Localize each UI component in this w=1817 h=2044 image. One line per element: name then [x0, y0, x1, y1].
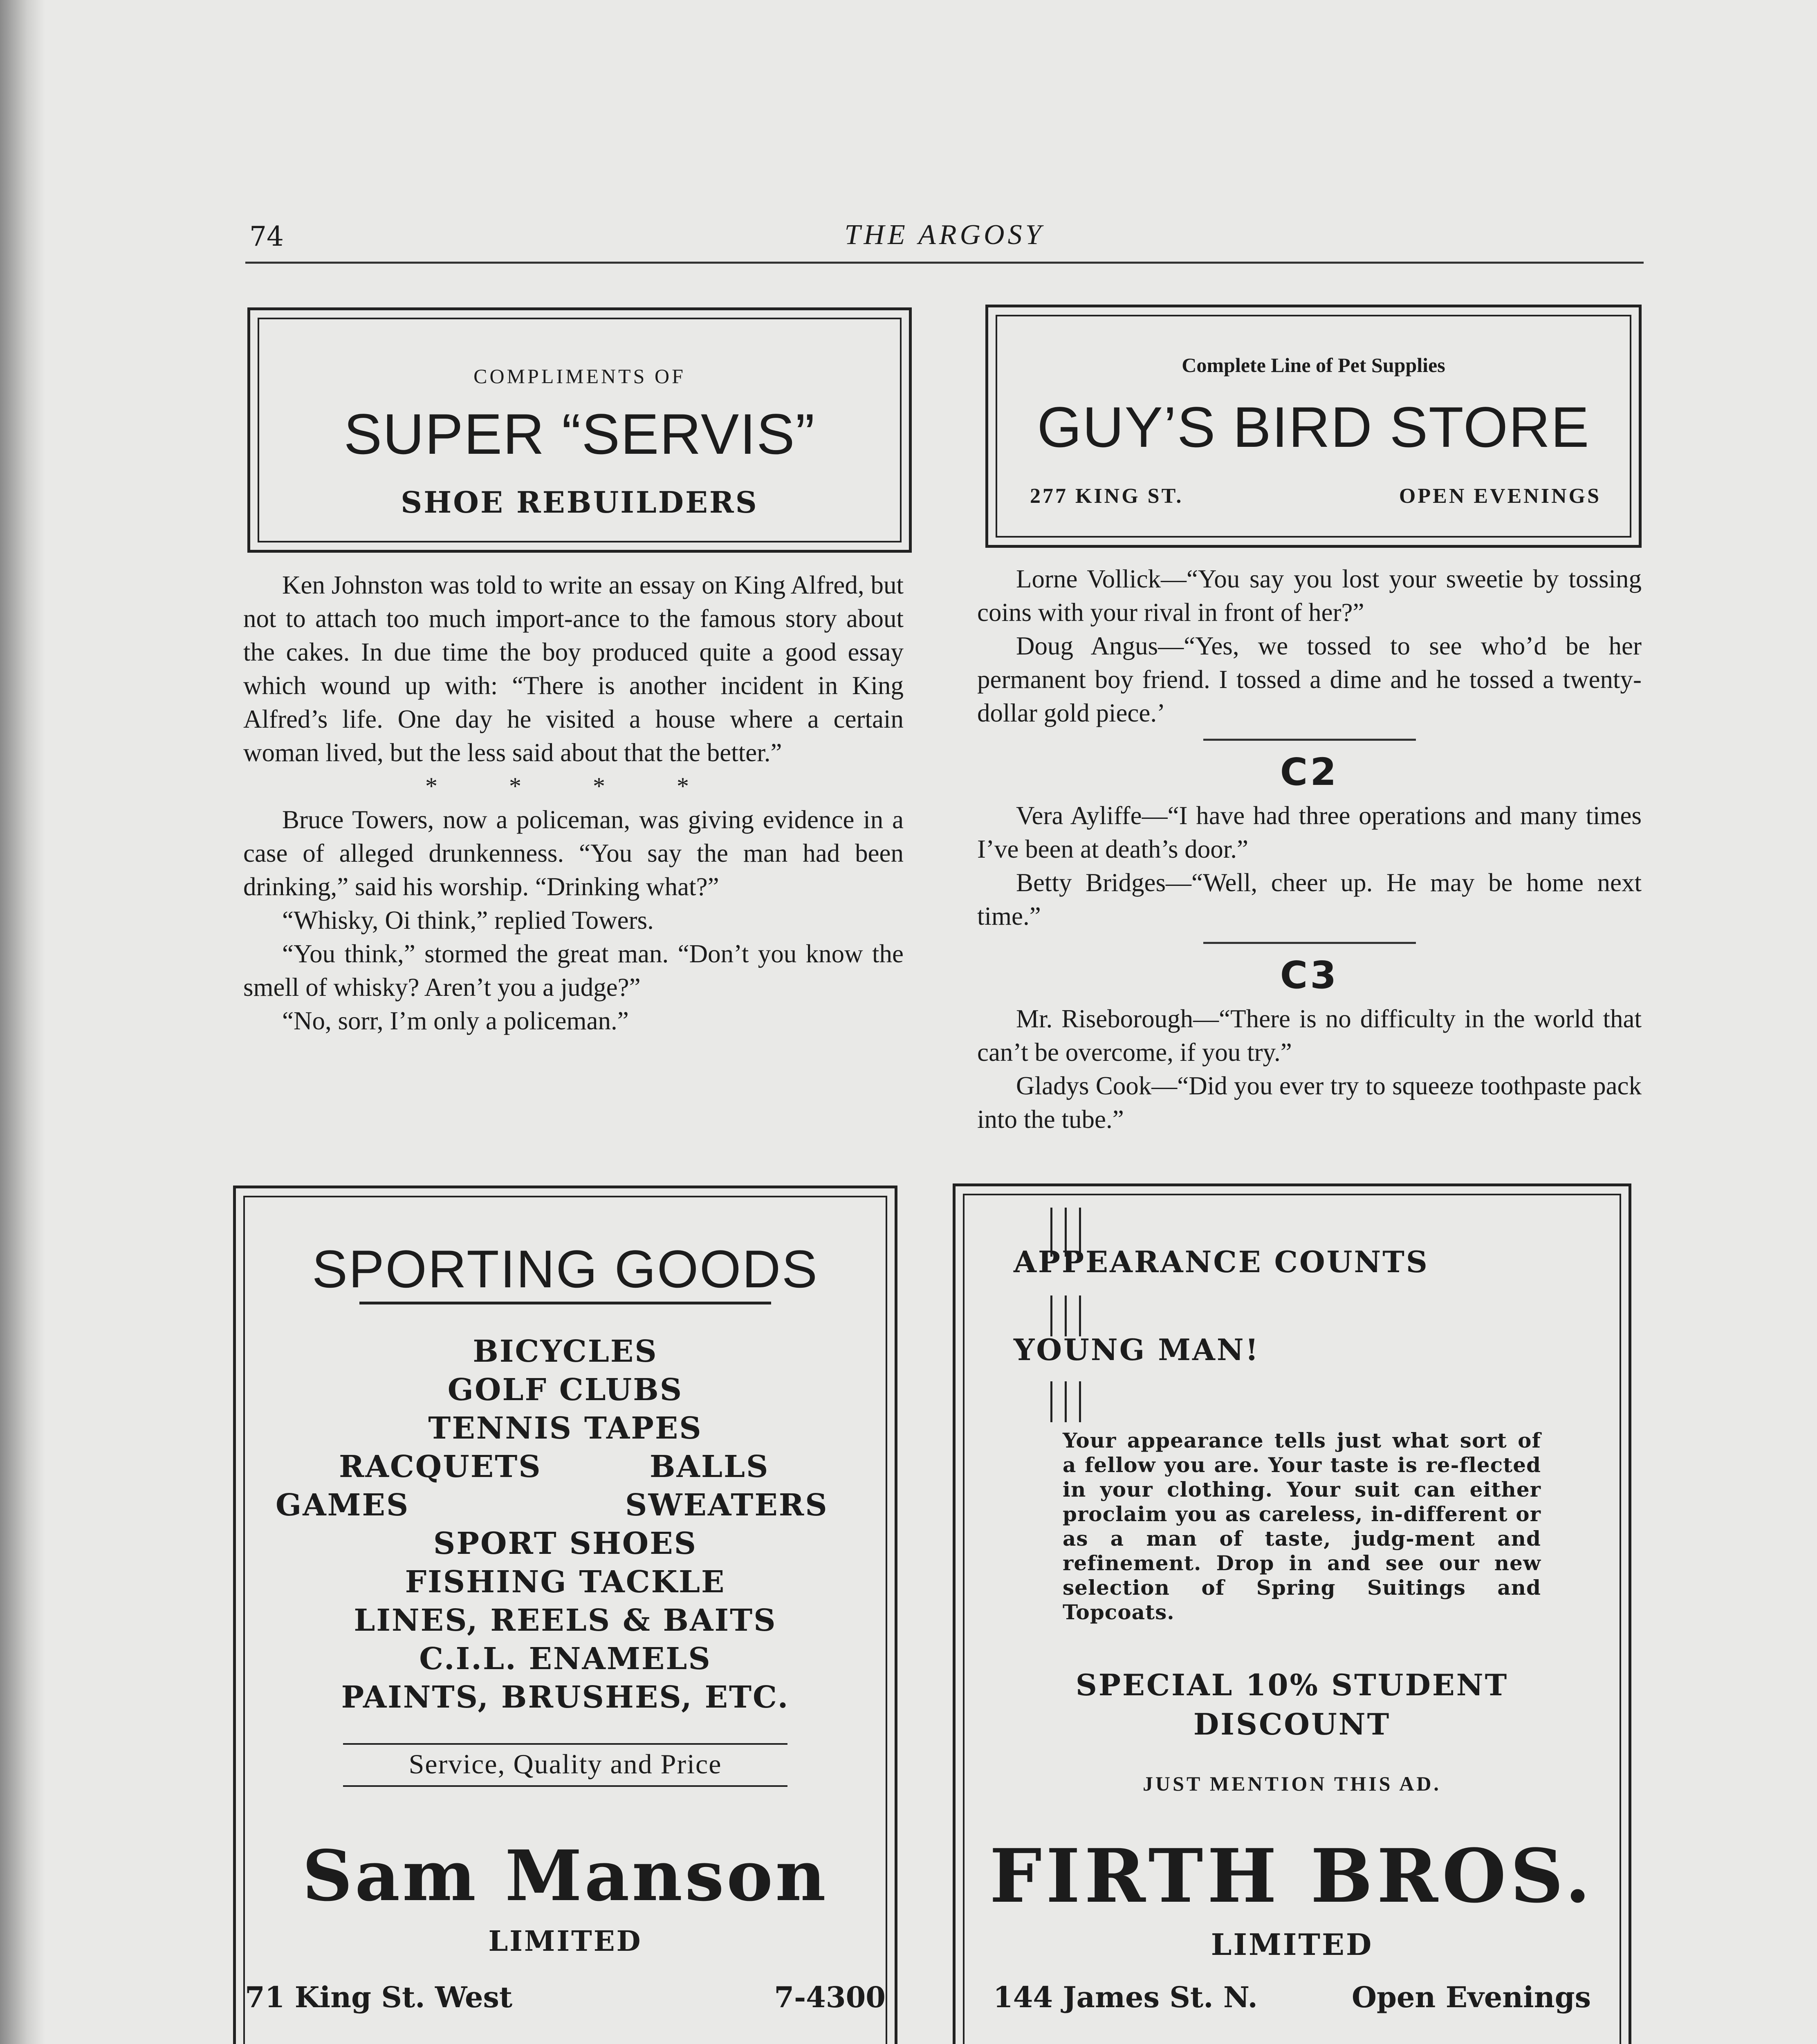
- list-item-pair: [245, 1448, 886, 1486]
- ad-body-copy: Your appearance tells just what sort of a fellow you are. Your taste is re-flected in your clothing. Your suit can either proclaim you as careless, in-different or as a man of taste, judg-ment and refinement. Drop in and see our new selection of Spring Suitings and Topcoats.: [1063, 1428, 1541, 1624]
- running-header: [245, 217, 1644, 264]
- ad-mention-line: JUST MENTION THIS AD.: [1143, 1772, 1441, 1795]
- section-heading-c3: C3: [1280, 953, 1339, 997]
- paragraph: Bruce Towers, now a policeman, was giving evidence in a case of alleged drunkenness. “You say the man had been drinking,” said his worship. “Drinking what?”: [243, 805, 904, 901]
- ad-phone: 7-4300: [774, 1980, 886, 2014]
- page-number: 74: [249, 221, 284, 252]
- ad-inner-border: [243, 1196, 887, 2044]
- ad-business-name: GUY’S BIRD STORE: [1037, 395, 1590, 459]
- ad-business-name: Sam Manson: [302, 1835, 828, 1917]
- ad-business-suffix: LIMITED: [1211, 1927, 1373, 1962]
- paragraph: Doug Angus—“Yes, we tossed to see who’d be her permanent boy friend. I tossed a dime and he tossed a twenty-dollar gold piece.’: [977, 632, 1642, 727]
- paragraph: Lorne Vollick—“You say you lost your sweetie by tossing coins with your rival in front of her?”: [977, 565, 1642, 627]
- list-item: GOLF CLUBS: [447, 1372, 683, 1407]
- list-item-pair: [245, 1486, 886, 1524]
- ad-address: 144 James St. N.: [993, 1980, 1258, 2014]
- ad-firth-bros: [953, 1183, 1631, 2044]
- ad-compliments-line: COMPLIMENTS OF: [473, 365, 686, 388]
- ad-super-servis: [247, 307, 912, 553]
- divider-rule: [1203, 942, 1416, 944]
- ad-sam-manson: [233, 1186, 897, 2044]
- list-item: RACQUETS: [339, 1449, 542, 1484]
- paragraph: Betty Bridges—“Well, cheer up. He may be home next time.”: [977, 868, 1642, 930]
- publication-title: THE ARGOSY: [844, 219, 1045, 251]
- paragraph: “Whisky, Oi think,” replied Towers.: [282, 906, 654, 935]
- ad-heading: SPORTING GOODS: [312, 1239, 819, 1299]
- ad-hours: OPEN EVENINGS: [1399, 484, 1601, 508]
- ad-headline: YOUNG MAN!: [1014, 1332, 1260, 1367]
- section-heading-c2: C2: [1280, 750, 1339, 794]
- heading-underline: [359, 1302, 771, 1304]
- ad-hours: Open Evenings: [1351, 1980, 1591, 2014]
- list-item: SWEATERS: [625, 1488, 828, 1523]
- paragraph: Ken Johnston was told to write an essay on King Alfred, but not to attach too much import-ance to the famous story about the cakes. In due time the boy produced quite a good essay which wound up with: “There is another incident in King Alfred’s life. One day he visited a house where a certain woman lived, but the less said about that the better.”: [243, 571, 904, 767]
- list-item: LINES, REELS & BAITS: [354, 1603, 777, 1638]
- ad-special-offer: [965, 1665, 1620, 1744]
- list-item: FISHING TACKLE: [405, 1564, 726, 1600]
- paragraph: “No, sorr, I’m only a policeman.”: [282, 1006, 629, 1035]
- offer-line: DISCOUNT: [1193, 1707, 1391, 1741]
- paragraph: Mr. Riseborough—“There is no difficulty in the world that can’t be overcome, if you try.”: [977, 1004, 1642, 1067]
- list-item: GAMES: [276, 1488, 410, 1523]
- product-list: [245, 1332, 886, 1717]
- ad-business-type: SHOE REBUILDERS: [401, 485, 758, 520]
- ad-business-name: FIRTH BROS.: [989, 1833, 1595, 1919]
- paragraph: Vera Ayliffe—“I have had three operations and many times I’ve been at death’s door.”: [977, 801, 1642, 863]
- paragraph: Gladys Cook—“Did you ever try to squeeze toothpaste pack into the tube.”: [977, 1071, 1642, 1134]
- ad-inner-border: [963, 1194, 1621, 2044]
- ad-address: 71 King St. West: [245, 1980, 513, 2014]
- list-item: C.I.L. ENAMELS: [419, 1641, 711, 1676]
- list-item: PAINTS, BRUSHES, ETC.: [341, 1680, 790, 1715]
- list-item: BALLS: [650, 1449, 769, 1484]
- page-edge-shadow: [0, 0, 45, 2044]
- ad-guys-bird-store: [985, 305, 1642, 548]
- ad-tagline: Complete Line of Pet Supplies: [1182, 354, 1445, 377]
- ad-inner-border: [996, 315, 1631, 538]
- ad-business-suffix: LIMITED: [488, 1925, 642, 1958]
- ad-business-name: SUPER “SERVIS”: [343, 402, 816, 466]
- offer-line: SPECIAL 10% STUDENT: [1075, 1667, 1509, 1702]
- list-item: TENNIS TAPES: [428, 1411, 702, 1446]
- right-text-column: [977, 562, 1642, 1136]
- ad-address: 277 KING ST.: [1030, 484, 1184, 508]
- ad-inner-border: [258, 318, 902, 542]
- section-divider-stars: * * * *: [425, 773, 722, 800]
- ad-headline: APPEARANCE COUNTS: [1014, 1244, 1429, 1279]
- decorative-bars: [1050, 1381, 1091, 1422]
- decorative-bars: [1050, 1295, 1091, 1336]
- ad-slogan: Service, Quality and Price: [343, 1743, 787, 1787]
- left-text-column: [243, 568, 904, 1038]
- divider-rule: [1203, 739, 1416, 741]
- list-item: SPORT SHOES: [433, 1526, 698, 1561]
- paragraph: “You think,” stormed the great man. “Don’t you know the smell of whisky? Aren’t you a judge?”: [243, 939, 904, 1002]
- list-item: BICYCLES: [473, 1334, 658, 1369]
